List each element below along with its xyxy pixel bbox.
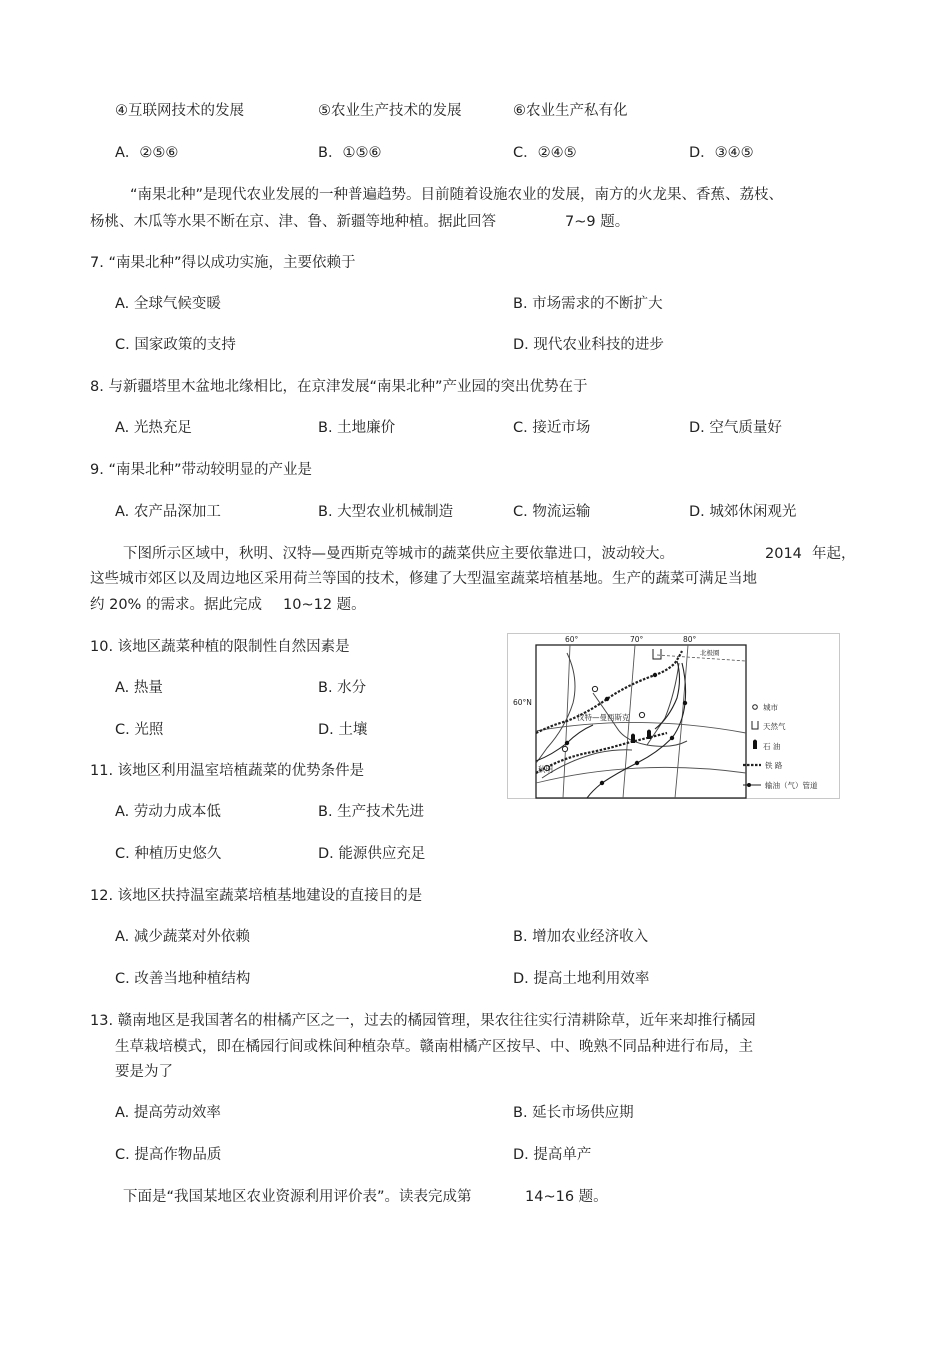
q6-option-b[interactable]: B．①⑤⑥ [318,145,382,161]
legend-pipeline-node [747,783,751,787]
q13-stem-line-2: 生草栽培模式，即在橘园行间或株间种植杂草。赣南柑橘产区按早、中、晚熟不同品种进行布局，主 [115,1039,753,1055]
pipeline-node [683,701,687,705]
q11-option-d[interactable]: D. 能源供应充足 [318,846,426,862]
oil-field-icon [647,730,651,740]
q10-stem: 10. 该地区蔬菜种植的限制性自然因素是 [90,639,350,655]
q13-option-d[interactable]: D. 提高单产 [513,1147,592,1163]
intro-10-12-line-3: 约 20% 的需求。据此完成 [90,597,262,613]
q12-stem: 12. 该地区扶持温室蔬菜培植基地建设的直接目的是 [90,888,423,904]
q7-stem: 7. “南果北种”得以成功实施，主要依赖于 [90,255,356,271]
intro-10-12-year: 2014 [765,546,802,562]
intro-10-12-range: 10~12 题。 [283,597,366,613]
lon-label-60: 60° [565,635,579,644]
intro-10-12-line-2: 这些城市郊区以及周边地区采用荷兰等国的技术，修建了大型温室蔬菜培植基地。生产的蔬菜可满足当地 [90,571,757,587]
q10-option-c[interactable]: C. 光照 [115,722,164,738]
q6-option-d[interactable]: D．③④⑤ [689,145,754,161]
q7-option-a[interactable]: A. 全球气候变暖 [115,296,221,312]
city-khanty-mansiysk [639,712,644,717]
lat-label: 60°N [513,698,532,707]
q11-option-a[interactable]: A. 劳动力成本低 [115,804,221,820]
q7-option-d[interactable]: D. 现代农业科技的进步 [513,337,664,353]
intro-10-12-line-1-tail: 年起， [812,546,856,562]
q10-option-a[interactable]: A. 热量 [115,680,163,696]
q11-option-b[interactable]: B. 生产技术先进 [318,804,425,820]
q11-option-c[interactable]: C. 种植历史悠久 [115,846,222,862]
legend-railway: 铁 路 [765,761,783,770]
q8-option-d[interactable]: D. 空气质量好 [689,420,782,436]
q12-option-b[interactable]: B. 增加农业经济收入 [513,929,649,945]
pipeline-node [653,673,657,677]
q9-stem: 9. “南果北种”带动较明显的产业是 [90,462,312,478]
city-north [592,686,597,691]
q6-item-4: ④互联网技术的发展 [115,103,244,119]
q9-option-b[interactable]: B. 大型农业机械制造 [318,504,454,520]
q12-option-d[interactable]: D. 提高土地利用效率 [513,971,650,987]
lon-label-70: 70° [630,635,644,644]
q10-option-d[interactable]: D. 土壤 [318,722,368,738]
map-outer-frame [508,634,840,799]
q9-option-a[interactable]: A. 农产品深加工 [115,504,221,520]
pipeline-node [600,781,604,785]
intro-7-9-line-2: 杨桃、木瓜等水果不断在京、津、鲁、新疆等地种植。据此回答 [90,214,496,230]
q13-stem-line-3: 要是为了 [115,1064,173,1080]
legend-city-icon [753,705,758,710]
legend-city: 城市 [763,703,778,712]
legend-oil-icon [753,740,757,750]
q13-option-c[interactable]: C. 提高作物品质 [115,1147,222,1163]
q6-option-c[interactable]: C．②④⑤ [513,145,577,161]
q13-stem-line-1: 13. 赣南地区是我国著名的柑橘产区之一，过去的橘园管理，果农往往实行清耕除草，近年来却推行橘园 [90,1013,756,1029]
q10-option-b[interactable]: B. 水分 [318,680,367,696]
q11-stem: 11. 该地区利用温室培植蔬菜的优势条件是 [90,763,365,779]
q6-item-6: ⑥农业生产私有化 [513,103,628,119]
q6-option-a[interactable]: A．②⑤⑥ [115,145,179,161]
intro-14-16: 下面是“我国某地区农业资源利用评价表”。读表完成第 [123,1189,472,1205]
arctic-circle-label: 北极圈 [700,649,720,657]
intro-7-9-range: 7~9 题。 [565,214,630,230]
q8-option-c[interactable]: C. 接近市场 [513,420,591,436]
q13-option-a[interactable]: A. 提高劳动效率 [115,1105,221,1121]
q8-option-b[interactable]: B. 土地廉价 [318,420,396,436]
pipeline-node [605,697,609,701]
city-label-tyumen: 秋明 [538,765,553,774]
q7-option-b[interactable]: B. 市场需求的不断扩大 [513,296,663,312]
intro-10-12-line-1: 下图所示区域中，秋明、汉特—曼西斯克等城市的蔬菜供应主要依靠进口，波动较大。 [123,546,674,562]
q8-option-a[interactable]: A. 光热充足 [115,420,192,436]
oil-field-icon [631,734,635,744]
city-west [562,746,567,751]
q12-option-a[interactable]: A. 减少蔬菜对外依赖 [115,929,250,945]
q8-stem: 8. 与新疆塔里木盆地北缘相比，在京津发展“南果北种”产业园的突出优势在于 [90,379,588,395]
q9-option-c[interactable]: C. 物流运输 [513,504,591,520]
legend-pipeline: 输油（气）管道 [765,781,818,790]
pipeline-node [670,736,674,740]
lon-label-80: 80° [683,635,697,644]
q9-option-d[interactable]: D. 城郊休闲观光 [689,504,797,520]
region-map [507,633,840,799]
q13-option-b[interactable]: B. 延长市场供应期 [513,1105,634,1121]
pipeline-node [635,761,639,765]
q7-option-c[interactable]: C. 国家政策的支持 [115,337,236,353]
legend-oil: 石 油 [763,742,781,751]
city-label-khanty: 汉特—曼西斯克 [577,713,630,722]
intro-14-16-range: 14~16 题。 [525,1189,608,1205]
intro-7-9-line-1: “南果北种”是现代农业发展的一种普遍趋势。目前随着设施农业的发展，南方的火龙果、香蕉、荔枝、 [130,187,784,203]
q6-item-5: ⑤农业生产技术的发展 [318,103,462,119]
legend-gas: 天然气 [763,722,786,731]
q12-option-c[interactable]: C. 改善当地种植结构 [115,971,251,987]
pipeline-node [565,741,569,745]
